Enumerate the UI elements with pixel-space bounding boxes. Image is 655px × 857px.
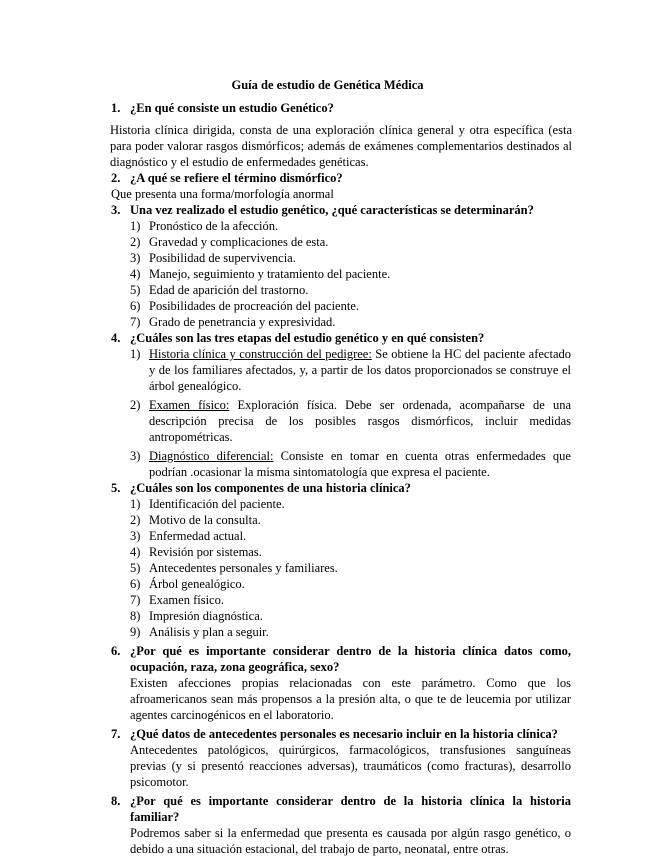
question-7: [111, 726, 571, 742]
answer-7: Antecedentes patológicos, quirúrgicos, farmacológicos, transfusiones sanguíneas previas (y si presentó reacciones adversas), traumáticos (como fracturas), desarrollo psicomotor.: [130, 743, 571, 789]
question-6: [111, 643, 571, 675]
list-item: 1) Pronóstico de la afección.: [130, 219, 279, 233]
question-number: 4.: [111, 331, 121, 345]
components-list: [130, 496, 571, 640]
list-item: 6) Posibilidades de procreación del paciente.: [130, 299, 359, 313]
question-text: ¿Qué datos de antecedentes personales es necesario incluir en la historia clínica?: [130, 727, 558, 741]
question-3: [111, 202, 571, 218]
question-8: [111, 793, 571, 825]
list-item: 3) Diagnóstico diferencial: Consiste en tomar en cuenta otras enfermedades que podrían .ocasionar la misma sintomatología que expresa el paciente.: [130, 449, 571, 479]
stage-term: Examen físico:: [149, 398, 230, 412]
question-text: Una vez realizado el estudio genético, ¿qué características se determinarán?: [130, 203, 534, 217]
question-2: [111, 170, 571, 186]
list-item: 5) Edad de aparición del trastorno.: [130, 283, 309, 297]
list-item: 7) Examen físico.: [130, 593, 224, 607]
question-text: ¿A qué se refiere el término dismórfico?: [130, 171, 343, 185]
list-item: 4) Manejo, seguimiento y tratamiento del paciente.: [130, 267, 391, 281]
question-number: 3.: [111, 203, 121, 217]
list-item: 1) Identificación del paciente.: [130, 497, 285, 511]
question-4: [111, 330, 571, 346]
question-1: [111, 100, 571, 116]
answer-2: Que presenta una forma/morfología anormal: [111, 187, 334, 201]
list-item: 1) Historia clínica y construcción del pedigree: Se obtiene la HC del paciente afectado y de los familiares afectados, y, a partir de los datos proporcionados se construye el árbol genealógico.: [130, 347, 571, 393]
list-item: 2) Motivo de la consulta.: [130, 513, 261, 527]
question-number: 8.: [111, 794, 121, 808]
list-item: 2) Gravedad y complicaciones de esta.: [130, 235, 329, 249]
list-item: 2) Examen físico: Exploración física. Debe ser ordenada, acompañarse de una descripción precisa de los posibles rasgos dismórficos, incluir medidas antropométricas.: [130, 398, 571, 444]
stage-term: Historia clínica y construcción del pedigree:: [149, 347, 372, 361]
question-number: 5.: [111, 481, 121, 495]
stage-term: Diagnóstico diferencial:: [149, 449, 274, 463]
list-item: 9) Análisis y plan a seguir.: [130, 625, 269, 639]
question-number: 7.: [111, 727, 121, 741]
question-text: ¿Por qué es importante considerar dentro de la historia clínica la historia familiar?: [130, 794, 571, 824]
question-5: [111, 480, 571, 496]
question-text: ¿Cuáles son las tres etapas del estudio genético y en qué consisten?: [130, 331, 485, 345]
list-item: 3) Enfermedad actual.: [130, 529, 247, 543]
page-title: Guía de estudio de Genética Médica: [231, 78, 424, 92]
answer-6: Existen afecciones propias relacionadas con este parámetro. Como que los afroamericanos sean más propensos a la presión alta, o que te de leucemia por utilizar agentes carcinogénicos en el laboratorio.: [130, 676, 571, 722]
stage-description: Consiste en tomar en cuenta otras enfermedades que podrían .ocasionar la misma sintomatología que expresa el paciente.: [149, 449, 571, 479]
question-number: 2.: [111, 171, 121, 185]
stage-description: Se obtiene la HC del paciente afectado y de los familiares afectados, y, a partir de los datos proporcionados se construye el árbol genealógico.: [149, 347, 571, 393]
answer-1: Historia clínica dirigida, consta de una exploración clínica general y otra específica (esta para poder valorar rasgos dismórficos; además de exámenes complementarios destinados al diagnóstico y el estudio de enfermedades genéticas.: [110, 123, 572, 169]
question-text: ¿Por qué es importante considerar dentro de la historia clínica datos como, ocupación, raza, zona geográfica, sexo?: [130, 644, 571, 674]
answer-8: Podremos saber si la enfermedad que presenta es causada por algún rasgo genético, o debido a una situación estacional, del trabajo de parto, neonatal, entre otras.: [130, 826, 571, 856]
list-item: 3) Posibilidad de supervivencia.: [130, 251, 296, 265]
question-text: ¿En qué consiste un estudio Genético?: [130, 101, 334, 115]
stages-list: [130, 346, 571, 480]
document-body: [111, 100, 571, 857]
question-number: 1.: [111, 101, 121, 115]
list-item: 8) Impresión diagnóstica.: [130, 609, 263, 623]
characteristics-list: [130, 218, 571, 330]
list-item: 6) Árbol genealógico.: [130, 577, 245, 591]
list-item: 7) Grado de penetrancia y expresividad.: [130, 315, 336, 329]
stage-description: Exploración física. Debe ser ordenada, acompañarse de una descripción precisa de los posibles rasgos dismórficos, incluir medidas antropométricas.: [149, 398, 571, 444]
question-number: 6.: [111, 644, 121, 658]
question-text: ¿Cuáles son los componentes de una historia clínica?: [130, 481, 411, 495]
list-item: 5) Antecedentes personales y familiares.: [130, 561, 338, 575]
list-item: 4) Revisión por sistemas.: [130, 545, 262, 559]
